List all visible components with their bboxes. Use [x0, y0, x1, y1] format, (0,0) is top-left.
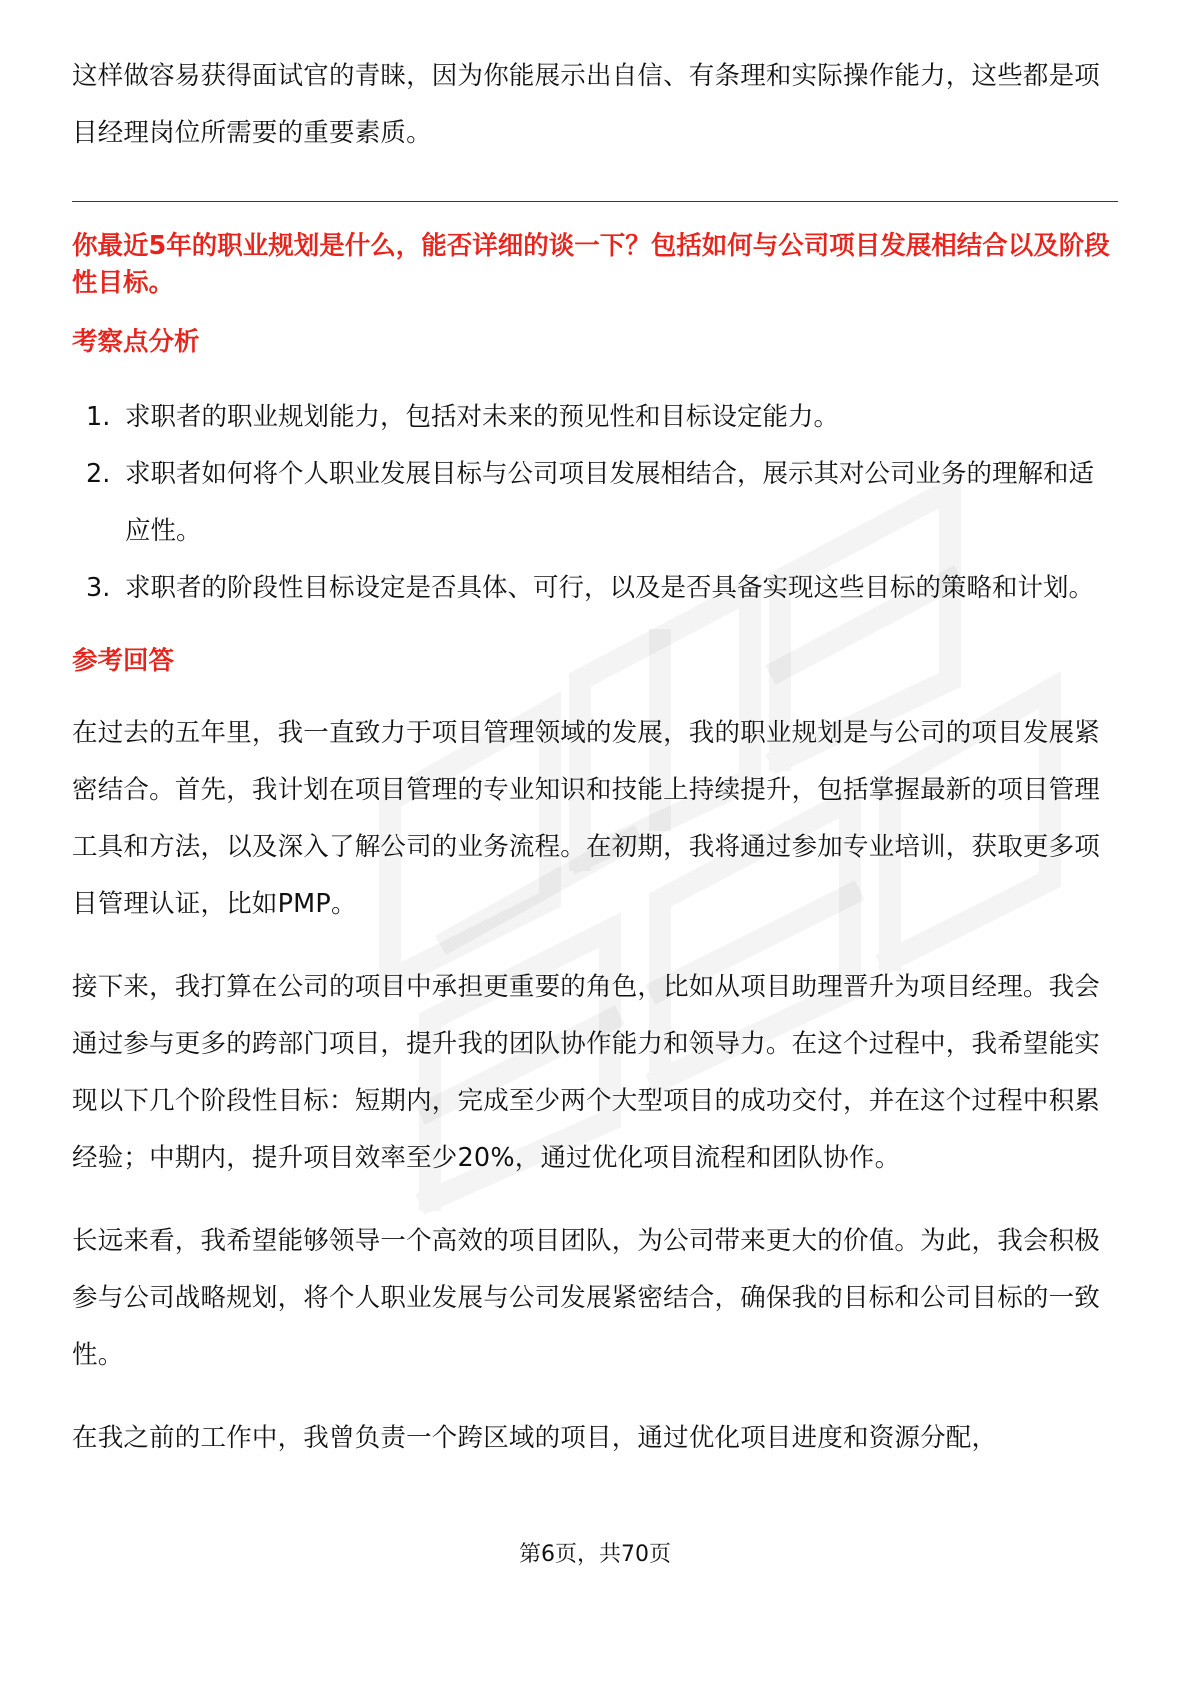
list-item-number: 3. [86, 573, 111, 603]
answer-paragraph: 在过去的五年里，我一直致力于项目管理领域的发展，我的职业规划是与公司的项目发展紧密结合。首先，我计划在项目管理的专业知识和技能上持续提升，包括掌握最新的项目管理工具和方法，以及深入了解公司的业务流程。在初期，我将通过参加专业培训，获取更多项目管理认证，比如PMP。 [72, 718, 1101, 919]
interview-question: 你最近5年的职业规划是什么，能否详细的谈一下？包括如何与公司项目发展相结合以及阶段性目标。 [72, 231, 1110, 298]
list-item [72, 446, 1118, 560]
page-footer: 第6页，共70页 [519, 1542, 671, 1567]
answer-paragraph: 长远来看，我希望能够领导一个高效的项目团队，为公司带来更大的价值。为此，我会积极参与公司战略规划，将个人职业发展与公司发展紧密结合，确保我的目标和公司目标的一致性。 [72, 1226, 1101, 1370]
answer-paragraph: 在我之前的工作中，我曾负责一个跨区域的项目，通过优化项目进度和资源分配， [72, 1423, 998, 1453]
list-item [72, 560, 1118, 617]
section-divider [72, 201, 1118, 202]
document-content [72, 48, 1118, 1493]
list-item-text: 求职者如何将个人职业发展目标与公司项目发展相结合，展示其对公司业务的理解和适应性。 [125, 459, 1095, 546]
answer-body [72, 705, 1118, 1467]
list-item-number: 1. [86, 402, 111, 432]
answer-paragraph: 接下来，我打算在公司的项目中承担更重要的角色，比如从项目助理晋升为项目经理。我会通过参与更多的跨部门项目，提升我的团队协作能力和领导力。在这个过程中，我希望能实现以下几个阶段性目标：短期内，完成至少两个大型项目的成功交付，并在这个过程中积累经验；中期内，提升项目效率至少20%，通过优化项目流程和团队协作。 [72, 972, 1101, 1173]
list-item [72, 389, 1118, 446]
list-item-text: 求职者的阶段性目标设定是否具体、可行，以及是否具备实现这些目标的策略和计划。 [125, 573, 1095, 603]
list-item-text: 求职者的职业规划能力，包括对未来的预见性和目标设定能力。 [125, 402, 840, 432]
intro-paragraph: 这样做容易获得面试官的青睐，因为你能展示出自信、有条理和实际操作能力，这些都是项目经理岗位所需要的重要素质。 [72, 61, 1101, 148]
analysis-heading: 考察点分析 [72, 327, 200, 357]
answer-heading: 参考回答 [72, 646, 175, 676]
list-item-number: 2. [86, 459, 111, 489]
analysis-points-list [72, 389, 1118, 617]
